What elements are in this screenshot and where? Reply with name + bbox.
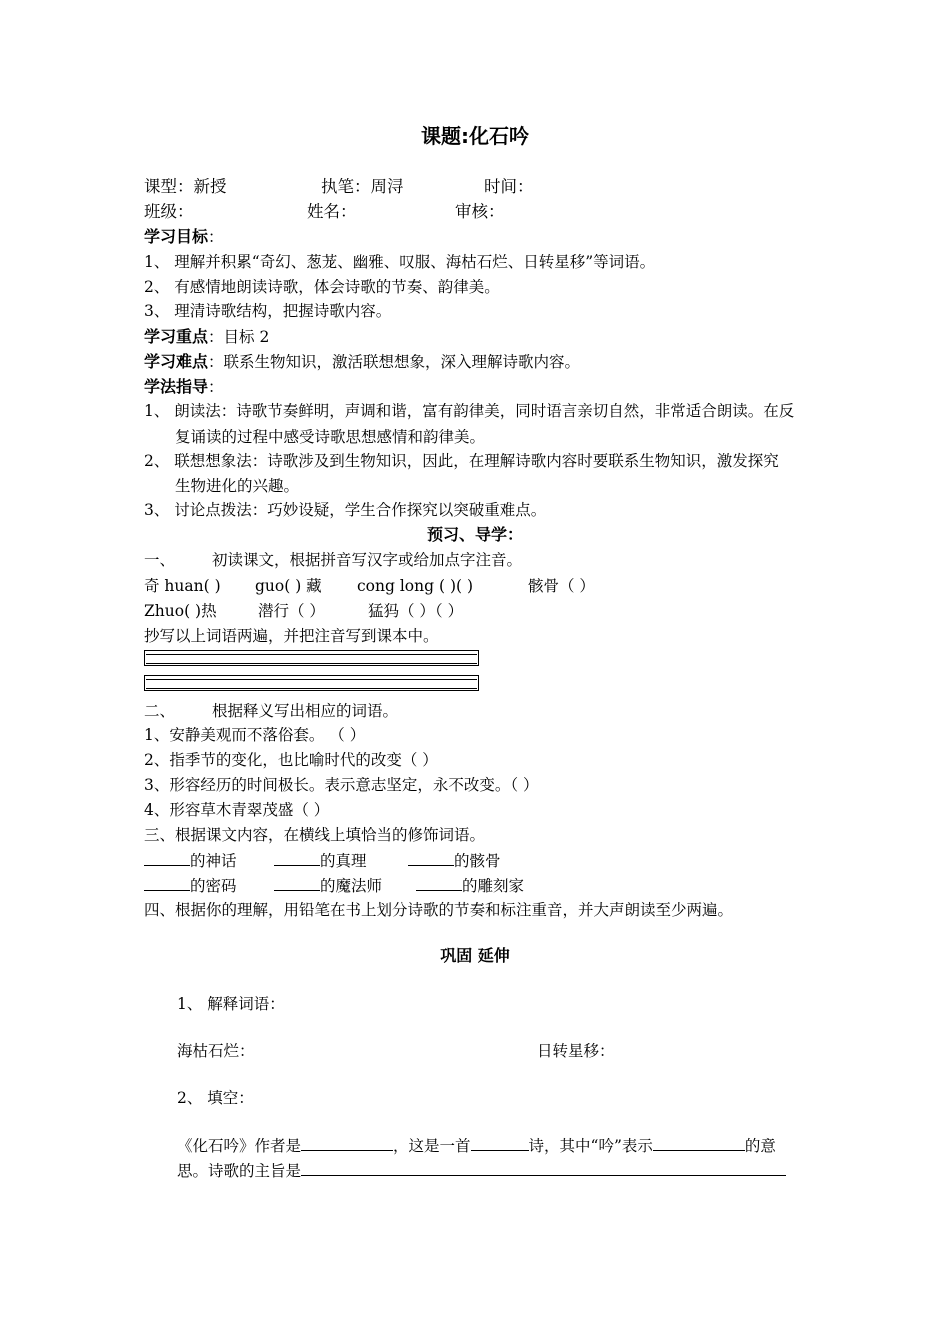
- answer-box[interactable]: [144, 675, 479, 691]
- method-item: 1、 朗读法：诗歌节奏鲜明，声调和谐，富有韵律美，同时语言亲切自然，非常适合朗读。在反: [144, 402, 795, 420]
- goal-item: 1、 理解并积累“奇幻、葱茏、幽雅、叹服、海枯石烂、日转星移”等词语。: [144, 253, 656, 271]
- q2-label: 二、: [144, 702, 176, 720]
- pinyin-item: guo( ) 藏: [255, 577, 322, 595]
- focus-line: [144, 327, 269, 347]
- method-item-cont: 生物进化的兴趣。: [175, 477, 300, 495]
- blank-line[interactable]: [301, 1160, 786, 1176]
- difficulty-line: [144, 352, 580, 372]
- q3-blank-item: 的密码: [144, 875, 237, 896]
- difficulty-text: ：联系生物知识，激活联想想象，深入理解诗歌内容。: [208, 353, 581, 371]
- term-haikushilan: 海枯石烂：: [177, 1042, 255, 1060]
- preview-heading: 预习、导学：: [426, 525, 523, 544]
- pinyin-item: 骸骨（ ）: [528, 577, 595, 595]
- time-field: 时间：: [484, 177, 534, 196]
- review-field: 审核：: [455, 202, 505, 221]
- blank-line[interactable]: [144, 850, 190, 866]
- focus-heading: 学习重点: [144, 327, 209, 346]
- blank-line[interactable]: [408, 850, 454, 866]
- copy-note: 抄写以上词语两遍，并把注音写到课本中。: [144, 627, 439, 645]
- answer-box[interactable]: [144, 650, 479, 666]
- fill-line-2: 思。诗歌的主旨是: [177, 1160, 786, 1181]
- method-heading-line: [144, 377, 224, 397]
- blank-line[interactable]: [301, 1135, 393, 1151]
- q2-item: 1、安静美观而不落俗套。 （ ）: [144, 726, 366, 744]
- class-field: 班级：: [144, 202, 194, 221]
- q1-text: 初读课文，根据拼音写汉字或给加点字注音。: [212, 551, 523, 569]
- focus-text: ：目标 2: [208, 328, 270, 346]
- method-colon: ：: [208, 378, 224, 396]
- goals-colon: ：: [208, 228, 224, 246]
- author: 执笔：周浔: [321, 177, 404, 196]
- q3-blank-item: 的骸骨: [408, 850, 501, 871]
- q3-blank-item: 的真理: [274, 850, 367, 871]
- course-type: 课型：新授: [144, 177, 227, 196]
- fill-line-1: 《化石吟》作者是 ，这是一首 诗，其中“吟”表示 的意: [177, 1137, 776, 1155]
- page-title: 课题:化石吟: [421, 124, 529, 148]
- q3-blank-item: 的雕刻家: [416, 875, 524, 896]
- goal-item: 2、 有感情地朗读诗歌，体会诗歌的节奏、韵律美。: [144, 278, 500, 296]
- pinyin-item: cong long ( )( ): [357, 577, 474, 595]
- blank-line[interactable]: [274, 850, 320, 866]
- term-rizhuanxingyi: 日转星移：: [537, 1042, 615, 1060]
- extend-q2: 2、 填空：: [177, 1089, 254, 1107]
- goals-heading-line: [144, 227, 224, 247]
- difficulty-heading: 学习难点: [144, 352, 209, 371]
- q1-label: 一、: [144, 551, 176, 569]
- method-item: 2、 联想想象法：诗歌涉及到生物知识，因此，在理解诗歌内容时要联系生物知识，激发探究: [144, 452, 779, 470]
- pinyin-item: Zhuo( )热: [144, 602, 217, 620]
- name-field: 姓名：: [307, 202, 357, 221]
- pinyin-item: 猛犸（ ）（ ）: [368, 602, 464, 620]
- q2-item: 2、指季节的变化，也比喻时代的改变（ ）: [144, 751, 438, 769]
- blank-line[interactable]: [144, 875, 190, 891]
- pinyin-item: 潜行（ ）: [258, 602, 325, 620]
- extend-heading: 巩固 延伸: [440, 946, 510, 965]
- goals-heading: 学习目标: [144, 227, 209, 246]
- q3-text: 三、根据课文内容，在横线上填恰当的修饰词语。: [144, 826, 486, 844]
- pinyin-item: 奇 huan( ): [144, 577, 221, 595]
- q2-text: 根据释义写出相应的词语。: [212, 702, 399, 720]
- blank-line[interactable]: [416, 875, 462, 891]
- blank-line[interactable]: [653, 1135, 745, 1151]
- extend-q1: 1、 解释词语：: [177, 995, 285, 1013]
- method-heading: 学法指导: [144, 377, 209, 396]
- method-item: 3、 讨论点拨法：巧妙设疑，学生合作探究以突破重难点。: [144, 501, 547, 519]
- q3-blank-item: 的魔法师: [274, 875, 382, 896]
- q4-text: 四、根据你的理解，用铅笔在书上划分诗歌的节奏和标注重音，并大声朗读至少两遍。: [144, 901, 734, 919]
- blank-line[interactable]: [274, 875, 320, 891]
- method-item-cont: 复诵读的过程中感受诗歌思想感情和韵律美。: [175, 428, 486, 446]
- goal-item: 3、 理清诗歌结构，把握诗歌内容。: [144, 302, 392, 320]
- blank-line[interactable]: [471, 1135, 529, 1151]
- q2-item: 4、形容草木青翠茂盛（ ）: [144, 801, 330, 819]
- q2-item: 3、形容经历的时间极长。表示意志坚定，永不改变。（ ）: [144, 776, 539, 794]
- q3-blank-item: 的神话: [144, 850, 237, 871]
